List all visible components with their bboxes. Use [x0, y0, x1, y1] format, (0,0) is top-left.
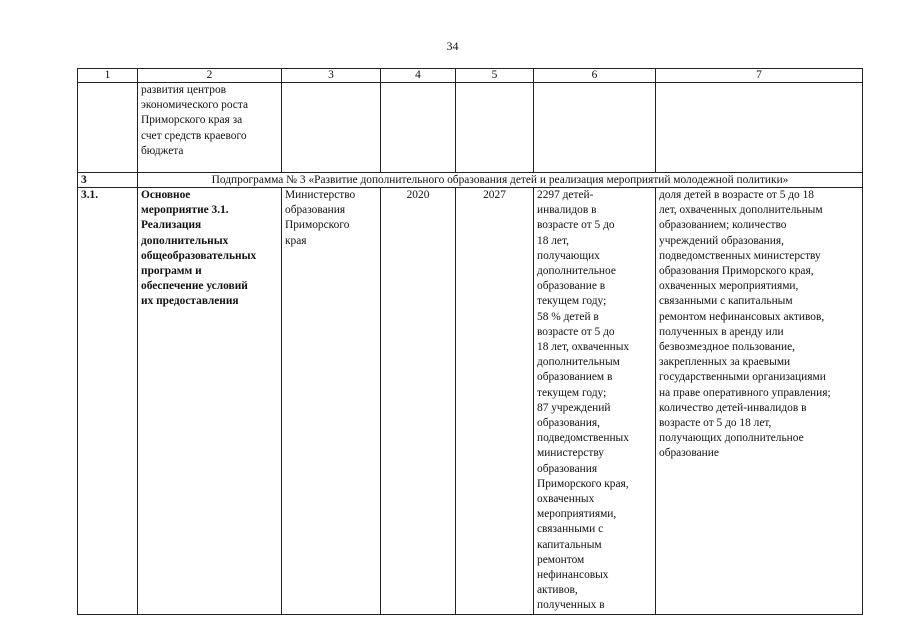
page-number: 34: [446, 39, 459, 53]
cell-empty: [381, 83, 456, 173]
table-row: [78, 188, 863, 615]
column-header-6: 6: [534, 69, 656, 83]
activity-name: Основное мероприятие 3.1. Реализация дополнительных общеобразовательных программ и обеспечение условий их предоставления: [138, 188, 282, 615]
cell-empty: [534, 83, 656, 173]
column-header-7: 7: [656, 69, 863, 83]
column-number-row: [78, 69, 863, 83]
subprogram-title: Подпрограмма № 3 «Развитие дополнительного образования детей и реализация мероприятий молодежной политики»: [138, 173, 863, 188]
activity-expected-results: 2297 детей- инвалидов в возрасте от 5 до 18 лет, получающих дополнительное образование в текущем году; 58 % детей в возрасте от 5 до 18 лет, охваченных дополнительным образованием в текущем году; 87 учреждений образования, подведомственных министерству образования Приморского края, охваченных мероприятиями, связанными с капитальным ремонтом нефинансовых активов, полученных в: [534, 188, 656, 615]
column-header-1: 1: [78, 69, 138, 83]
cell-empty: [656, 83, 863, 173]
activity-start-year: 2020: [381, 188, 456, 615]
column-header-2: 2: [138, 69, 282, 83]
activity-indicators: доля детей в возрасте от 5 до 18 лет, охваченных дополнительным образованием; количество учреждений образования, подведомственных министерству образования Приморского края, охваченных мероприятиями, связанными с капитальным ремонтом нефинансовых активов, полученных в аренду или безвозмездное пользование, закрепленных за краевыми государственными организациями на праве оперативного управления; количество детей-инвалидов в возрасте от 5 до 18 лет, получающих дополнительное образование: [656, 188, 863, 615]
subprogram-row: [78, 173, 863, 188]
column-header-5: 5: [456, 69, 534, 83]
activity-executor: Министерство образования Приморского края: [282, 188, 381, 615]
column-header-4: 4: [381, 69, 456, 83]
activity-end-year: 2027: [456, 188, 534, 615]
activities-table: [77, 68, 863, 615]
table-row: [78, 83, 863, 173]
continuation-name-cell: развития центров экономического роста Приморского края за счет средств краевого бюджета: [138, 83, 282, 173]
cell-empty: [282, 83, 381, 173]
cell-empty: [78, 83, 138, 173]
subprogram-number: 3: [78, 173, 138, 188]
activity-number: 3.1.: [78, 188, 138, 615]
column-header-3: 3: [282, 69, 381, 83]
cell-empty: [456, 83, 534, 173]
